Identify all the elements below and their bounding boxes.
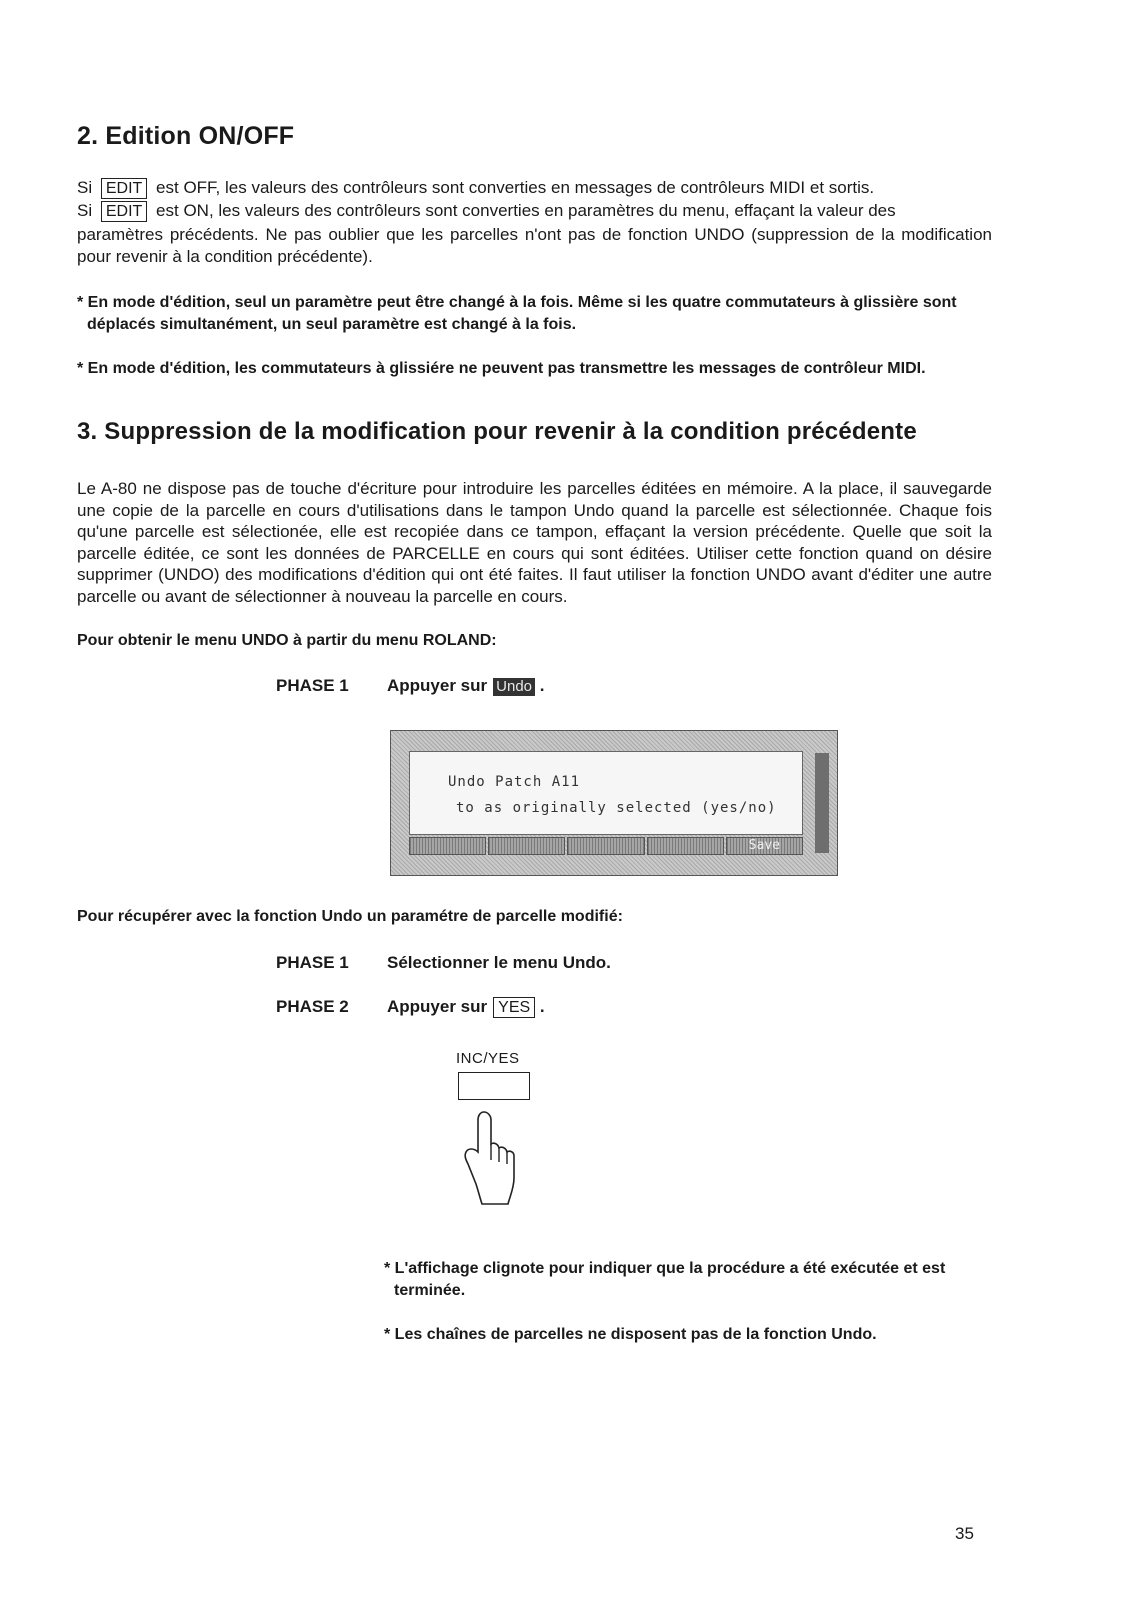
recover-phase-1-text: Sélectionner le menu Undo. bbox=[387, 953, 611, 972]
yes-key: YES bbox=[493, 997, 535, 1018]
lcd-function-tabs bbox=[409, 837, 803, 855]
lcd-display bbox=[390, 730, 838, 876]
edit-key: EDIT bbox=[101, 201, 147, 222]
lcd-line-2: to as originally selected (yes/no) bbox=[456, 800, 777, 816]
lcd-side-bar bbox=[815, 753, 829, 853]
heading-obtain-undo: Pour obtenir le menu UNDO à partir du menu ROLAND: bbox=[77, 632, 497, 649]
section-2-title: 2. Edition ON/OFF bbox=[77, 122, 295, 150]
lcd-tab bbox=[409, 837, 486, 855]
section-3-title: 3. Suppression de la modification pour revenir à la condition précédente bbox=[77, 418, 917, 445]
note-display-blinks: * L'affichage clignote pour indiquer que la procédure a été exécutée et est terminée. bbox=[384, 1260, 946, 1299]
si-word: Si bbox=[77, 178, 93, 197]
inc-yes-button bbox=[458, 1072, 530, 1100]
edit-key: EDIT bbox=[101, 178, 147, 199]
recover-phase-1-label: PHASE 1 bbox=[276, 953, 349, 972]
lcd-tab bbox=[647, 837, 724, 855]
note-no-midi: * En mode d'édition, les commutateurs à glissiére ne peuvent pas transmettre les messages de contrôleur MIDI. bbox=[77, 360, 926, 377]
pointing-hand-icon bbox=[452, 1108, 522, 1208]
page-number: 35 bbox=[955, 1524, 974, 1543]
inc-yes-label: INC/YES bbox=[456, 1050, 520, 1067]
edit-on-text: est ON, les valeurs des contrôleurs sont converties en paramètres du menu, effaçant la valeur des bbox=[156, 201, 896, 220]
si-word: Si bbox=[77, 201, 93, 220]
section-3-paragraph: Le A-80 ne dispose pas de touche d'écriture pour introduire les parcelles éditées en mémoire. A la place, il sauvegarde une copie de la parcelle en cours d'utilisations dans le tampon Undo quand la parcelle est sélectionnée. Chaque fois qu'une parcelle est sélectionée, elle est recopiée dans ce tampon, effaçant la version précédente. Quelle que soit la parcelle éditée, ce sont les données de PARCELLE en cours qui sont éditées. Utiliser cette fonction quand on désire supprimer (UNDO) des modifications d'édition qui ont été faites. Il faut utiliser la fonction UNDO avant d'éditer une autre parcelle ou avant de sélectionner à nouveau la parcelle en cours. bbox=[77, 479, 992, 606]
heading-recover-undo: Pour récupérer avec la fonction Undo un paramétre de parcelle modifié: bbox=[77, 908, 623, 925]
undo-key: Undo bbox=[493, 678, 535, 696]
edit-off-text: est OFF, les valeurs des contrôleurs sont converties en messages de contrôleurs MIDI et sortis. bbox=[156, 178, 875, 197]
obtain-phase-1-text: Appuyer sur Undo . bbox=[387, 676, 545, 695]
press-text: Appuyer sur bbox=[387, 997, 488, 1016]
lcd-tab-save: Save bbox=[726, 837, 803, 855]
obtain-phase-1-label: PHASE 1 bbox=[276, 676, 349, 695]
edit-on-line bbox=[77, 201, 992, 222]
section-2-paragraph: paramètres précédents. Ne pas oublier que les parcelles n'ont pas de fonction UNDO (suppression de la modification pour revenir à la condition précédente). bbox=[77, 225, 992, 266]
lcd-line-1: Undo Patch A11 bbox=[448, 774, 581, 790]
lcd-tab bbox=[488, 837, 565, 855]
press-text: Appuyer sur bbox=[387, 676, 488, 695]
lcd-tab bbox=[567, 837, 644, 855]
note-no-undo-chains: * Les chaînes de parcelles ne disposent pas de la fonction Undo. bbox=[384, 1326, 877, 1343]
recover-phase-2-label: PHASE 2 bbox=[276, 997, 349, 1016]
recover-phase-2-text: Appuyer sur YES . bbox=[387, 997, 545, 1016]
note-one-parameter: * En mode d'édition, seul un paramètre peut être changé à la fois. Même si les quatre commutateurs à glissière sont déplacés simultanément, un seul paramètre est changé à la fois. bbox=[77, 294, 957, 333]
lcd-screen bbox=[409, 751, 803, 835]
edit-off-line bbox=[77, 178, 874, 199]
